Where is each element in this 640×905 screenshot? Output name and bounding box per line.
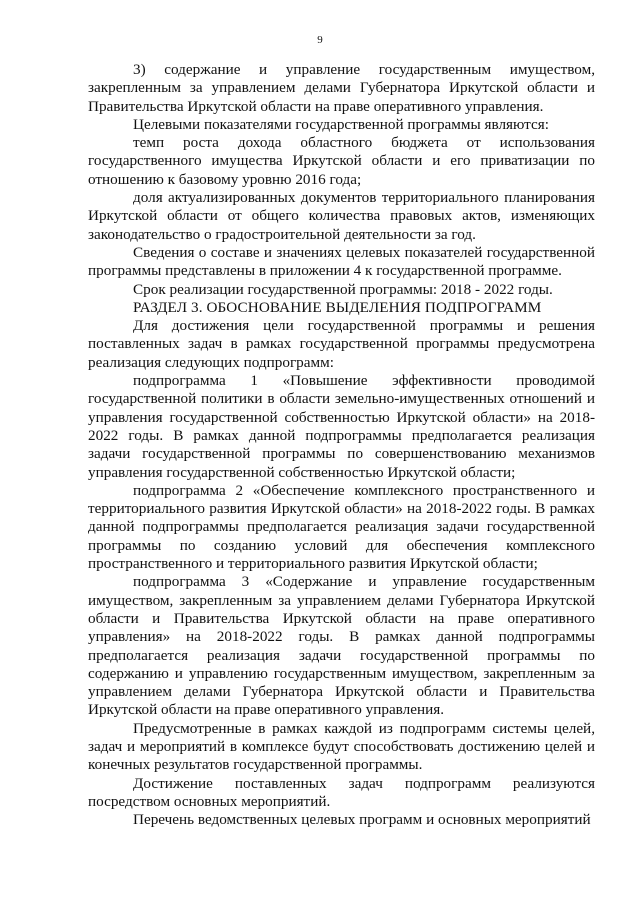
paragraph: Срок реализации государственной программы: 2018 - 2022 годы.	[133, 280, 553, 298]
paragraph: Для достижения цели государственной программы и решения поставленных задач в рамках государственной программы предусмотрена реализация следующих подпрограмм:	[88, 317, 595, 371]
paragraph: 3) содержание и управление государственным имуществом, закрепленным за управлением делами Губернатора Иркутской области и Правительства Иркутской области на праве оперативного управления.	[88, 61, 595, 115]
section-heading: РАЗДЕЛ 3. ОБОСНОВАНИЕ ВЫДЕЛЕНИЯ ПОДПРОГРАММ	[133, 298, 542, 316]
paragraph: Достижение поставленных задач подпрограмм реализуются посредством основных мероприятий.	[88, 774, 595, 810]
paragraph: Сведения о составе и значениях целевых показателей государственной программы представлены в приложении 4 к государственной программе.	[88, 243, 595, 280]
paragraph: подпрограмма 2 «Обеспечение комплексного пространственного и территориального развития Иркутской области» на 2018-2022 годы. В рамках данной подпрограммы предполагается реализация задачи государственной программы по созданию условий для обеспечения комплексного пространственного и территориального развития Иркутской области;	[88, 481, 595, 573]
document-body	[88, 61, 595, 829]
paragraph: Целевыми показателями государственной программы являются:	[133, 115, 549, 133]
paragraph: темп роста дохода областного бюджета от использования государственного имущества Иркутской области и его приватизации по отношению к базовому уровню 2016 года;	[88, 134, 595, 188]
paragraph: подпрограмма 3 «Содержание и управление государственным имуществом, закрепленным за управлением делами Губернатора Иркутской области и Правительства Иркутской области на праве оперативного управления» на 2018-2022 годы. В рамках данной подпрограммы предполагается реализация задачи государственной программы по содержанию и управлению государственным имуществом, закрепленным за управлением делами Губернатора Иркутской области и Правительства Иркутской области на праве оперативного управления.	[88, 573, 595, 719]
paragraph: доля актуализированных документов территориального планирования Иркутской области от общего количества правовых актов, изменяющих законодательство о градостроительной деятельности за год.	[88, 189, 595, 243]
paragraph: подпрограмма 1 «Повышение эффективности проводимой государственной политики в области земельно-имущественных отношений и управления государственной собственностью Иркутской области» на 2018-2022 годы. В рамках данной подпрограммы предполагается реализация задачи государственной программы по совершенствованию механизмов управления государственной собственностью Иркутской области;	[88, 372, 595, 481]
page-number: 9	[317, 34, 323, 46]
paragraph: Перечень ведомственных целевых программ и основных мероприятий	[133, 811, 591, 829]
paragraph: Предусмотренные в рамках каждой из подпрограмм системы целей, задач и мероприятий в комплексе будут способствовать достижению целей и конечных результатов государственной программы.	[88, 719, 595, 774]
